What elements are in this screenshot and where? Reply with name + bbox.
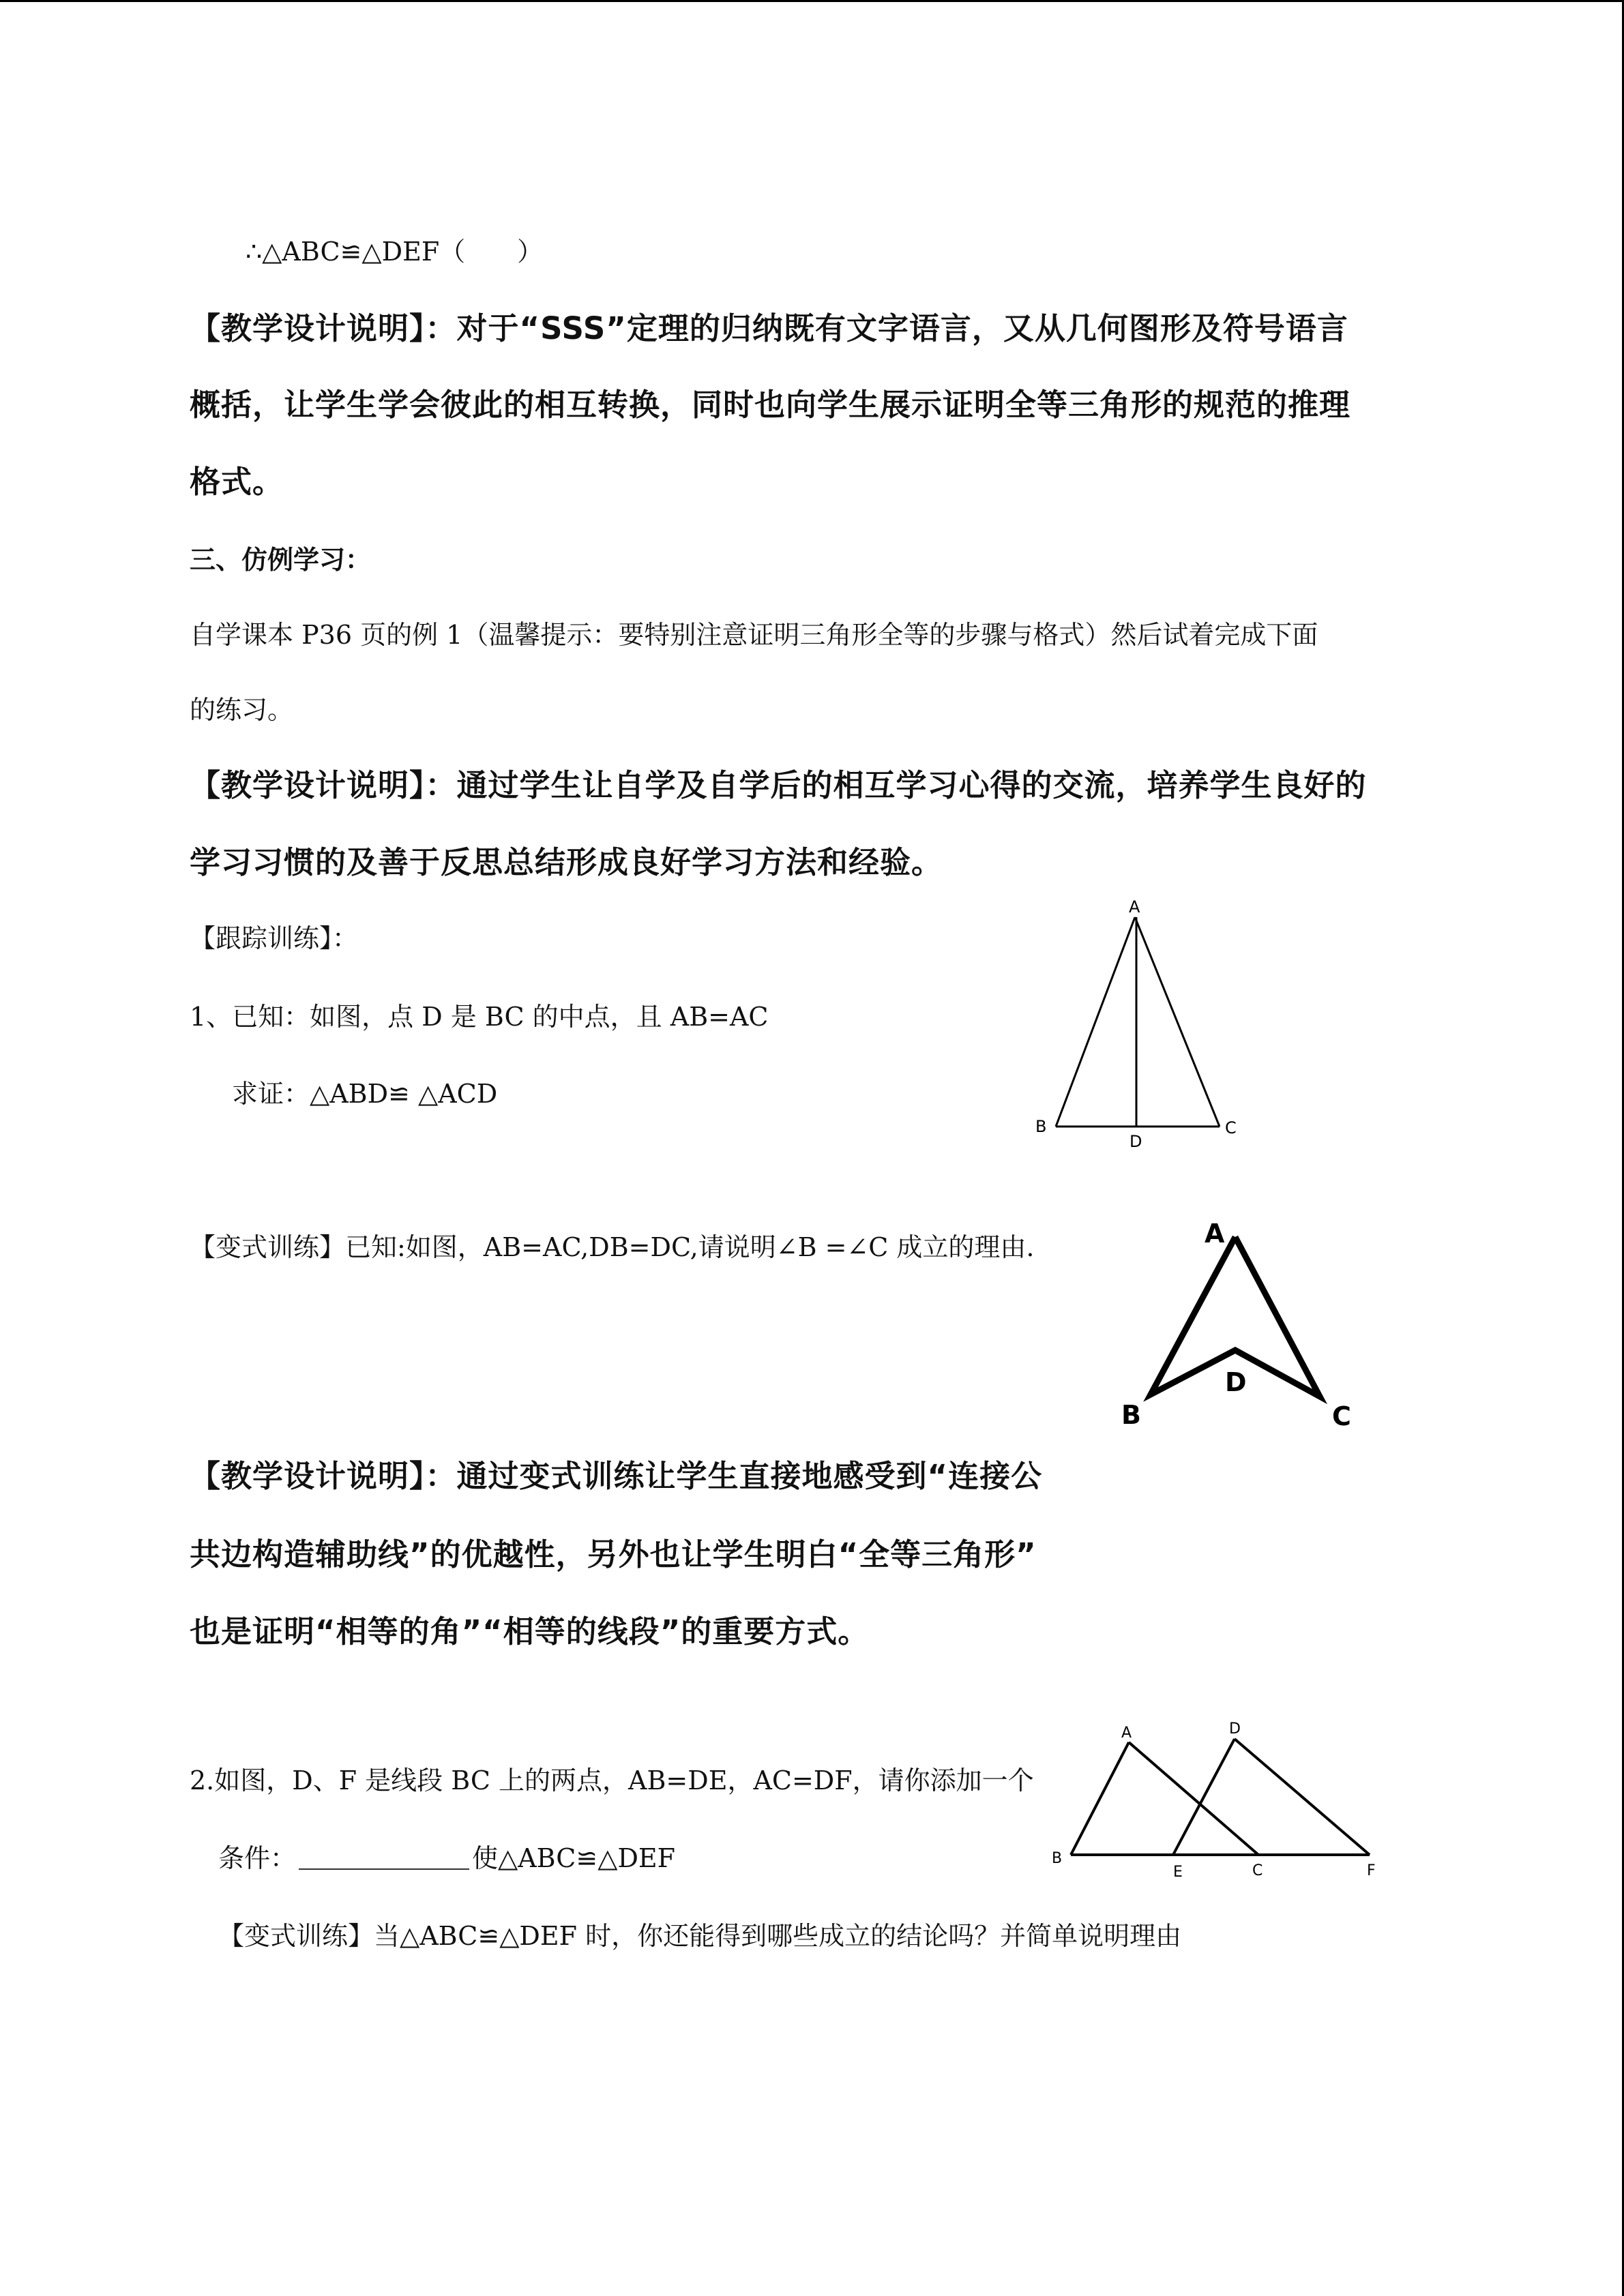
label-c: C: [1332, 1401, 1351, 1431]
segment-de: [1173, 1739, 1235, 1855]
segment-ac: [1135, 917, 1220, 1127]
variant-training-1: 【变式训练】已知:如图，AB=AC,DB=DC,请说明∠B =∠C 成立的理由.: [190, 1232, 1035, 1262]
label-c: C: [1252, 1862, 1263, 1879]
label-d: D: [1229, 1720, 1241, 1738]
label-a: A: [1121, 1725, 1132, 1742]
design-note-3-line-3: 也是证明“相等的角”“相等的线段”的重要方式。: [190, 1613, 870, 1650]
design-note-3-line-2: 共边构造辅助线”的优越性，另外也让学生明白“全等三角形”: [190, 1536, 1037, 1572]
label-b: B: [1121, 1400, 1141, 1430]
tracking-training-heading: 【跟踪训练】：: [190, 923, 359, 953]
exercise-1-given: 1、已知：如图，点 D 是 BC 的中点，且 AB=AC: [190, 1002, 769, 1032]
exercise-1-prove: 求证：△ABD≌ △ACD: [232, 1079, 498, 1109]
design-note-2-line-2: 学习习惯的及善于反思总结形成良好学习方法和经验。: [190, 844, 943, 880]
figure-overlapping-triangles: [1037, 1712, 1391, 1896]
label-d: D: [1225, 1367, 1247, 1397]
answer-blank[interactable]: [299, 1845, 469, 1870]
label-f: F: [1367, 1862, 1376, 1879]
label-a: A: [1129, 897, 1140, 916]
label-b: B: [1035, 1117, 1047, 1136]
segment-ab: [1056, 917, 1135, 1127]
label-b: B: [1052, 1850, 1063, 1867]
self-study-line-2: 的练习。: [190, 695, 294, 725]
label-e: E: [1173, 1864, 1183, 1881]
proof-conclusion: ∴△ABC≌△DEF（ ）: [246, 237, 544, 267]
design-note-1-line-3: 格式。: [190, 464, 284, 500]
label-d: D: [1130, 1132, 1142, 1151]
segment-df: [1235, 1739, 1370, 1855]
exercise-2-given: 2.如图，D、F 是线段 BC 上的两点，AB=DE，AC=DF，请你添加一个: [190, 1765, 1034, 1795]
figure-isosceles-triangle: [1023, 886, 1255, 1159]
design-note-1-line-2: 概括，让学生学会彼此的相互转换，同时也向学生展示证明全等三角形的规范的推理: [190, 387, 1351, 423]
label-c: C: [1225, 1118, 1237, 1137]
design-note-3-line-1: 【教学设计说明】：通过变式训练让学生直接地感受到“连接公: [190, 1458, 1043, 1494]
condition-label: 条件：: [218, 1843, 297, 1873]
segment-ab: [1071, 1742, 1129, 1855]
segment-ac: [1129, 1742, 1258, 1855]
condition-goal: 使△ABC≌△DEF: [472, 1843, 676, 1873]
design-note-2-line-1: 【教学设计说明】：通过学生让自学及自学后的相互学习心得的交流，培养学生良好的: [190, 767, 1367, 803]
self-study-line-1: 自学课本 P36 页的例 1（温馨提示：要特别注意证明三角形全等的步骤与格式）然后试着完成下面: [190, 620, 1318, 650]
section-heading: 三、仿例学习：: [190, 545, 372, 575]
label-a: A: [1205, 1219, 1225, 1249]
figure-arrowhead: [1105, 1207, 1364, 1446]
exercise-2-condition: [218, 1837, 675, 1875]
design-note-1-line-1: 【教学设计说明】：对于“SSS”定理的归纳既有文字语言，又从几何图形及符号语言: [190, 310, 1348, 346]
variant-training-2: 【变式训练】当△ABC≌△DEF 时，你还能得到哪些成立的结论吗？并简单说明理由: [218, 1921, 1182, 1951]
